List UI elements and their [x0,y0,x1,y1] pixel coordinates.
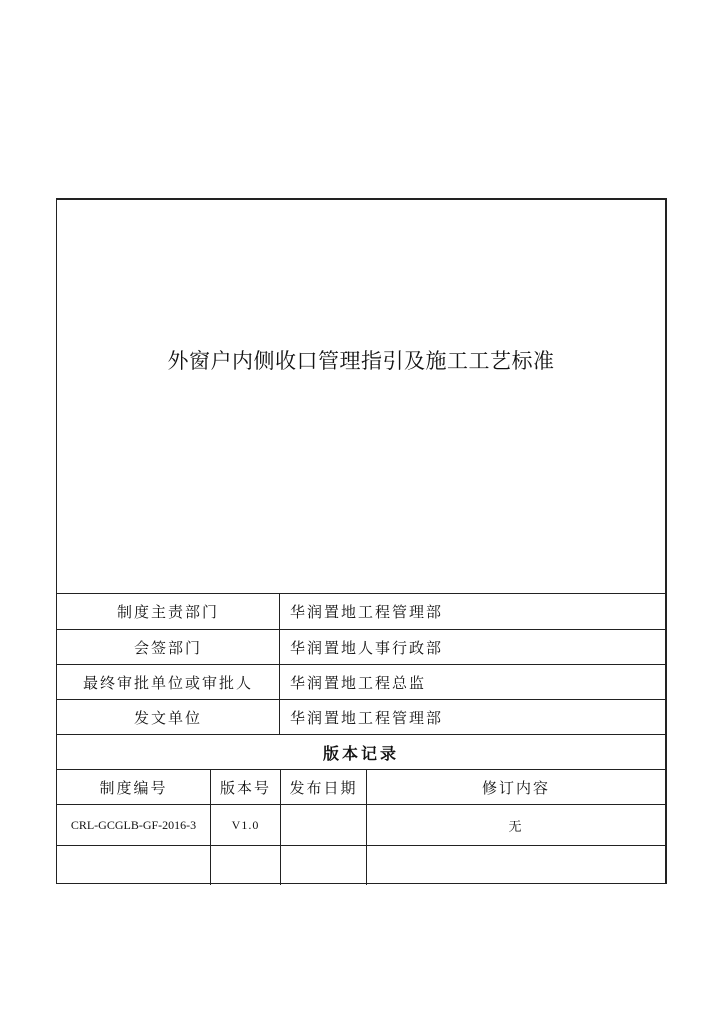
info-label: 会签部门 [133,638,202,657]
version-header-row [57,769,665,804]
header-cell: 发布日期 [280,770,366,804]
date-cell [280,805,366,845]
info-value: 华润置地工程总监 [279,665,665,699]
version-title: 版本记录 [322,743,399,763]
info-row [57,629,665,664]
version-cell [210,846,280,885]
info-value: 华润置地工程管理部 [279,700,665,734]
cover-table [56,198,667,884]
info-row [57,699,665,734]
header-cell: 版本号 [210,770,280,804]
info-row [57,664,665,699]
info-label: 制度主责部门 [116,603,219,621]
table-row [57,845,665,885]
date-cell [280,846,366,885]
info-label: 最终审批单位或审批人 [82,673,253,692]
info-label: 发文单位 [133,708,202,727]
revision-cell [366,846,665,885]
doc-code-cell [57,846,210,885]
info-row [57,593,665,629]
version-cell: V1.0 [210,805,280,845]
info-value: 华润置地工程管理部 [279,594,665,629]
document-title: 外窗户内侧收口管理指引及施工工艺标准 [167,349,555,373]
info-value: 华润置地人事行政部 [279,630,665,664]
version-title-row [57,734,665,769]
doc-code-cell: CRL-GCGLB-GF-2016-3 [70,817,197,832]
table-row [57,804,665,845]
header-cell: 修订内容 [366,770,665,804]
header-cell: 制度编号 [99,778,168,797]
revision-cell: 无 [366,805,665,845]
